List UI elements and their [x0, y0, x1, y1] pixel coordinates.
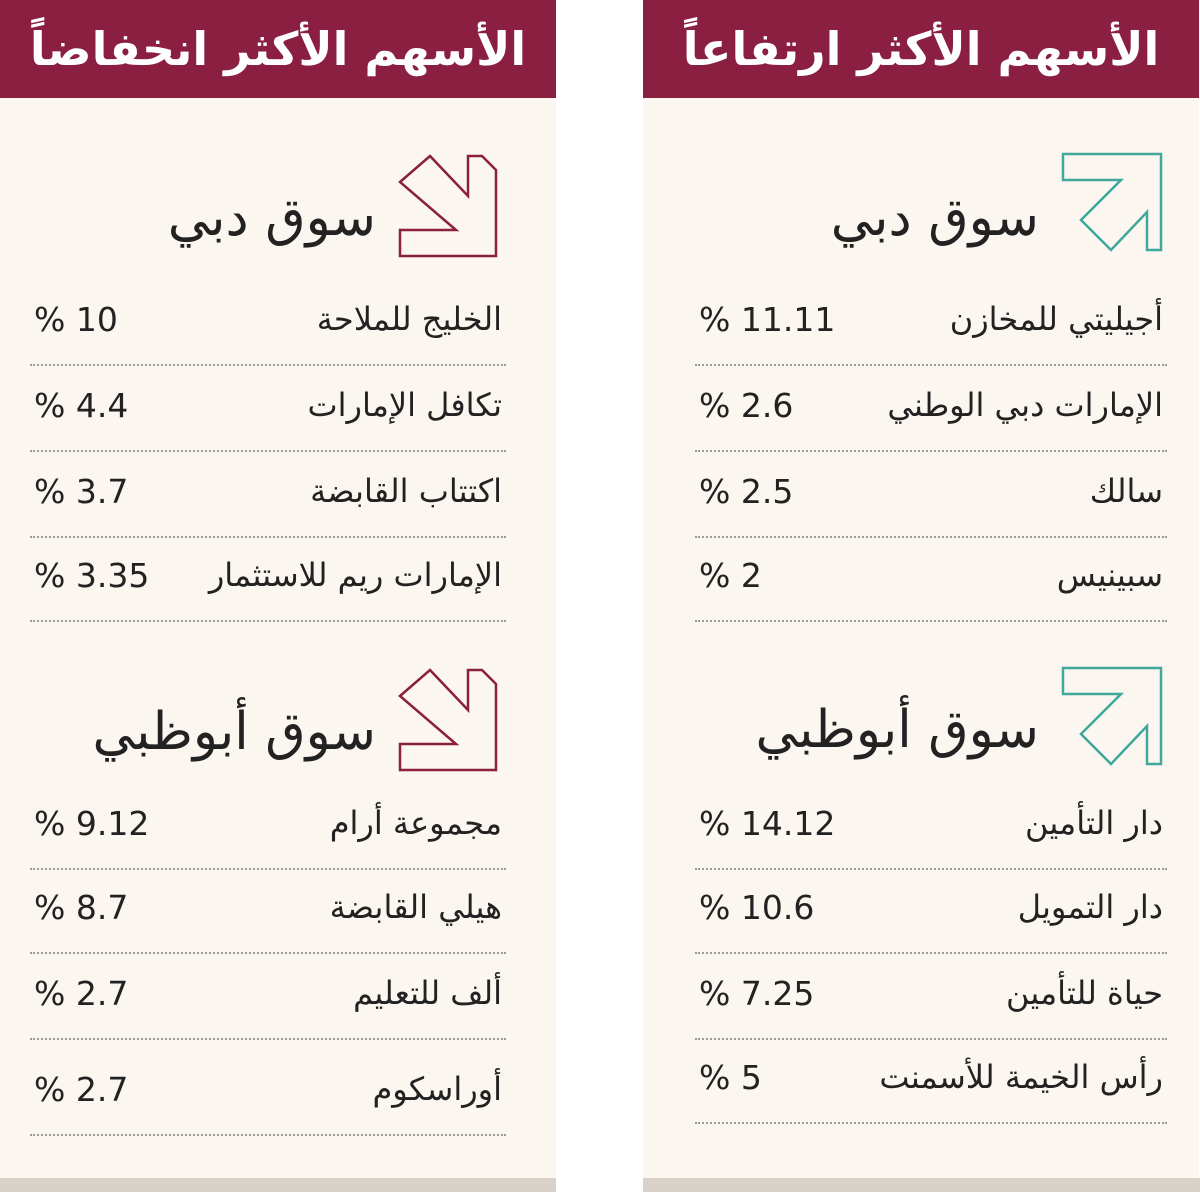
arrow-up-right-icon — [1059, 664, 1165, 772]
company-name: مجموعة أرام — [329, 804, 502, 842]
table-row — [30, 280, 506, 366]
company-name: دار التأمين — [1025, 804, 1163, 842]
bottom-strip-right — [643, 1178, 1200, 1192]
company-name: أجيليتي للمخازن — [949, 300, 1163, 338]
company-name: اكتتاب القابضة — [310, 472, 502, 510]
company-name: الإمارات دبي الوطني — [887, 386, 1163, 424]
change-value: % 10 — [34, 300, 118, 339]
table-row — [695, 280, 1167, 366]
table-row — [695, 868, 1167, 954]
change-value: % 2.5 — [699, 472, 794, 511]
market-heading-dubai-losers: سوق دبي — [167, 188, 376, 248]
change-value: % 3.7 — [34, 472, 129, 511]
company-name: حياة للتأمين — [1005, 974, 1163, 1012]
change-value: % 11.11 — [699, 300, 836, 339]
market-heading-dubai-gainers: سوق دبي — [830, 188, 1039, 248]
change-value: % 9.12 — [34, 804, 150, 843]
table-row — [30, 366, 506, 452]
losers-panel — [0, 0, 556, 1178]
table-row — [695, 1038, 1167, 1124]
change-value: % 3.35 — [34, 556, 150, 595]
losers-title: الأسهم الأكثر انخفاضاً — [0, 0, 556, 98]
table-row — [30, 452, 506, 538]
table-row — [30, 536, 506, 622]
change-value: % 10.6 — [699, 888, 815, 927]
table-row — [30, 868, 506, 954]
company-name: سالك — [1089, 472, 1163, 510]
table-row — [30, 1050, 506, 1136]
company-name: رأس الخيمة للأسمنت — [879, 1058, 1163, 1096]
change-value: % 8.7 — [34, 888, 129, 927]
market-heading-abudhabi-losers: سوق أبوظبي — [92, 702, 376, 762]
company-name: أوراسكوم — [372, 1070, 502, 1108]
market-heading-abudhabi-gainers: سوق أبوظبي — [755, 700, 1039, 760]
change-value: % 4.4 — [34, 386, 129, 425]
company-name: الإمارات ريم للاستثمار — [208, 556, 502, 594]
company-name: الخليج للملاحة — [316, 300, 502, 338]
arrow-down-right-icon — [396, 666, 500, 774]
table-row — [30, 784, 506, 870]
table-row — [695, 954, 1167, 1040]
table-row — [695, 452, 1167, 538]
change-value: % 2 — [699, 556, 762, 595]
change-value: % 7.25 — [699, 974, 815, 1013]
table-row — [695, 784, 1167, 870]
table-row — [695, 536, 1167, 622]
change-value: % 5 — [699, 1058, 762, 1097]
table-row — [695, 366, 1167, 452]
change-value: % 2.7 — [34, 974, 129, 1013]
bottom-strip-left — [0, 1178, 556, 1192]
company-name: تكافل الإمارات — [307, 386, 502, 424]
company-name: هيلي القابضة — [329, 888, 502, 926]
arrow-up-right-icon — [1059, 150, 1165, 258]
change-value: % 14.12 — [699, 804, 836, 843]
table-row — [30, 954, 506, 1040]
gainers-panel — [643, 0, 1199, 1178]
change-value: % 2.7 — [34, 1070, 129, 1109]
arrow-down-right-icon — [396, 152, 500, 260]
company-name: سبينيس — [1056, 556, 1163, 594]
gainers-title: الأسهم الأكثر ارتفاعاً — [643, 0, 1199, 98]
change-value: % 2.6 — [699, 386, 794, 425]
company-name: ألف للتعليم — [353, 974, 502, 1012]
company-name: دار التمويل — [1017, 888, 1163, 926]
